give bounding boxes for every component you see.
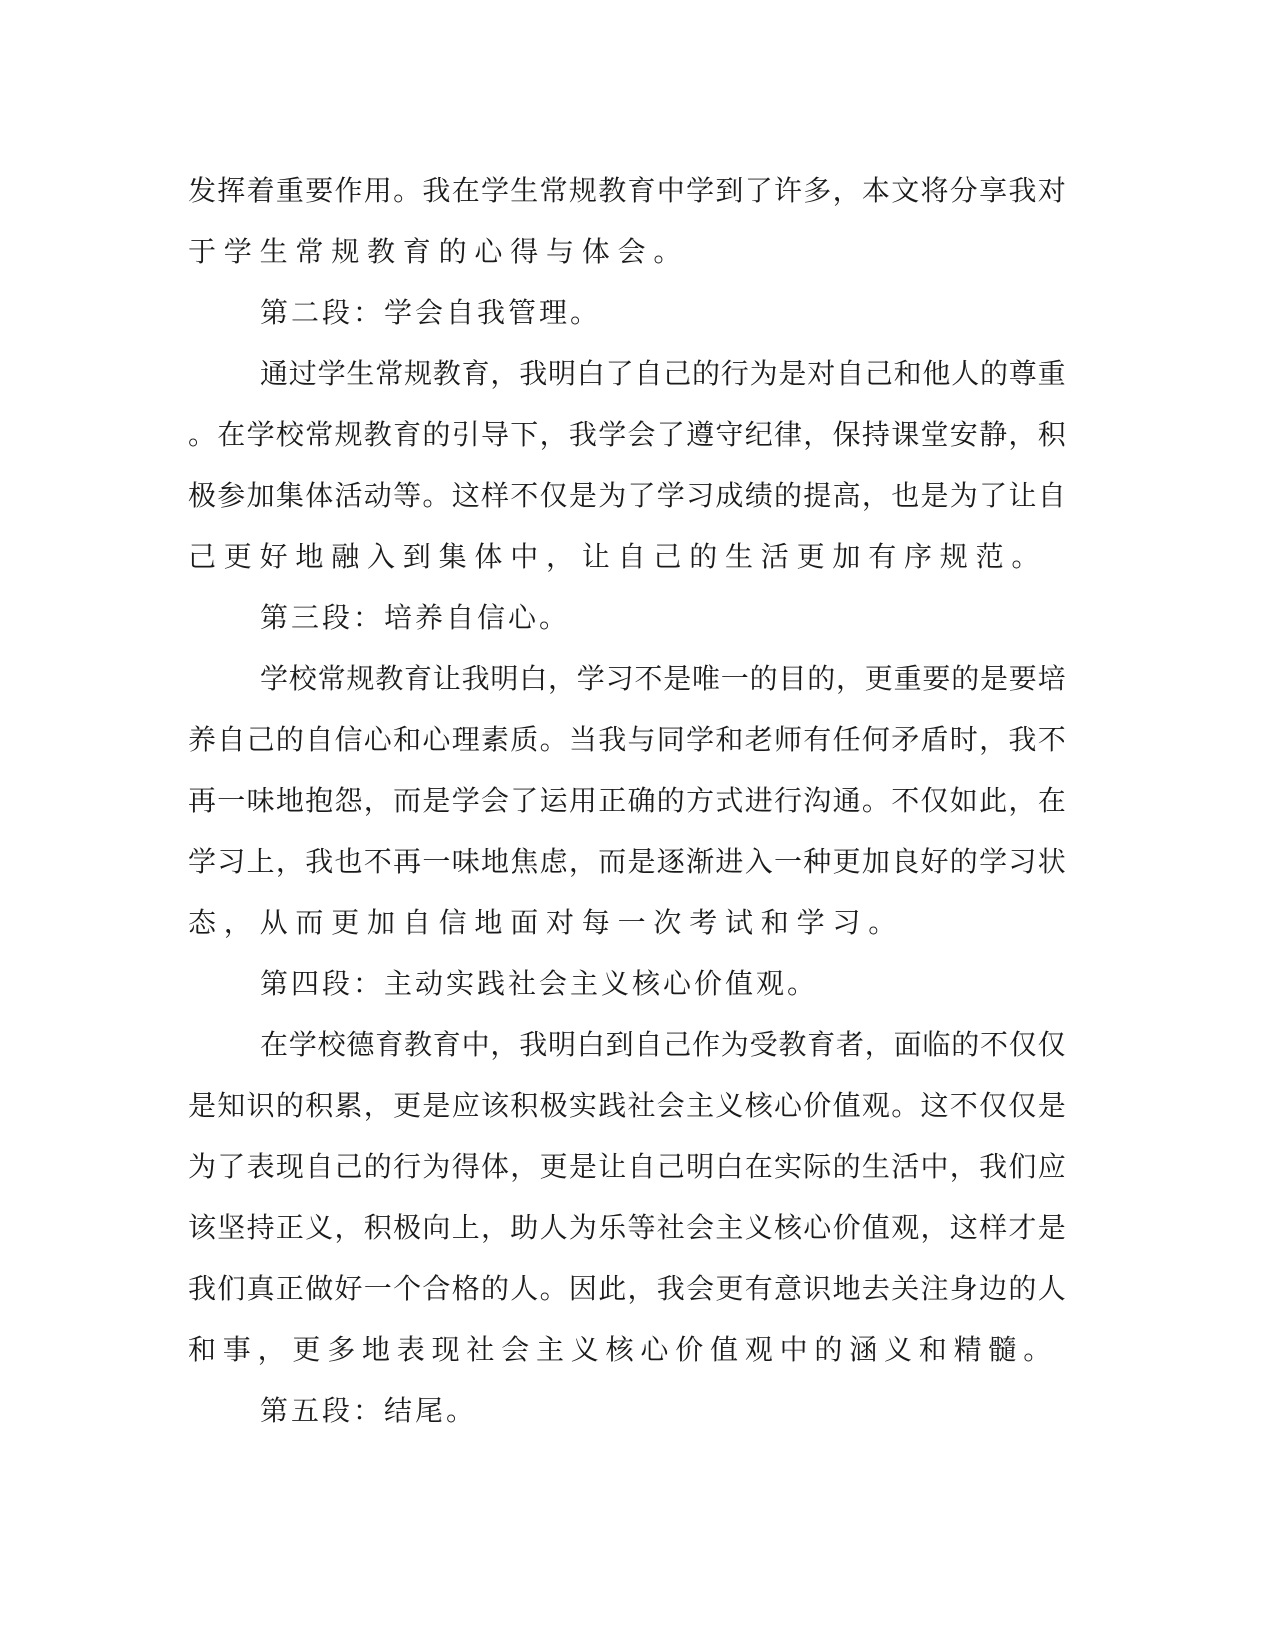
text-line: 发挥着重要作用。我在学生常规教育中学到了许多，本文将分享我对: [188, 174, 1068, 207]
text-line: 极参加集体活动等。这样不仅是为了学习成绩的提高，也是为了让自: [188, 479, 1068, 512]
text-line: 己更好地融入到集体中，让自己的生活更加有序规范。: [188, 540, 1048, 573]
section-heading: 第四段：主动实践社会主义核心价值观。: [260, 967, 819, 1000]
text-line: 我们真正做好一个合格的人。因此，我会更有意识地去关注身边的人: [188, 1272, 1068, 1305]
text-line: 于学生常规教育的心得与体会。: [188, 235, 690, 268]
text-line: 通过学生常规教育，我明白了自己的行为是对自己和他人的尊重: [260, 357, 1067, 390]
text-line: 学习上，我也不再一味地焦虑，而是逐渐进入一种更加良好的学习状: [188, 845, 1068, 878]
document-body: [188, 160, 1068, 1441]
section-heading: 第三段：培养自信心。: [260, 601, 571, 634]
text-line: 该坚持正义，积极向上，助人为乐等社会主义核心价值观，这样才是: [188, 1211, 1068, 1244]
text-line: 养自己的自信心和心理素质。当我与同学和老师有任何矛盾时，我不: [188, 723, 1068, 756]
text-line: 学校常规教育让我明白，学习不是唯一的目的，更重要的是要培: [260, 662, 1067, 695]
text-line: 在学校德育教育中，我明白到自己作为受教育者，面临的不仅仅: [260, 1028, 1067, 1061]
text-line: 态，从而更加自信地面对每一次考试和学习。: [188, 906, 905, 939]
text-line: 再一味地抱怨，而是学会了运用正确的方式进行沟通。不仅如此，在: [188, 784, 1068, 817]
section-heading: 第二段：学会自我管理。: [260, 296, 602, 329]
text-line: 为了表现自己的行为得体，更是让自己明白在实际的生活中，我们应: [188, 1150, 1068, 1183]
text-line: 。在学校常规教育的引导下，我学会了遵守纪律，保持课堂安静，积: [188, 418, 1068, 451]
text-line: 是知识的积累，更是应该积极实践社会主义核心价值观。这不仅仅是: [188, 1089, 1068, 1122]
section-heading: 第五段：结尾。: [260, 1394, 478, 1427]
text-line: 和事，更多地表现社会主义核心价值观中的涵义和精髓。: [188, 1333, 1059, 1366]
